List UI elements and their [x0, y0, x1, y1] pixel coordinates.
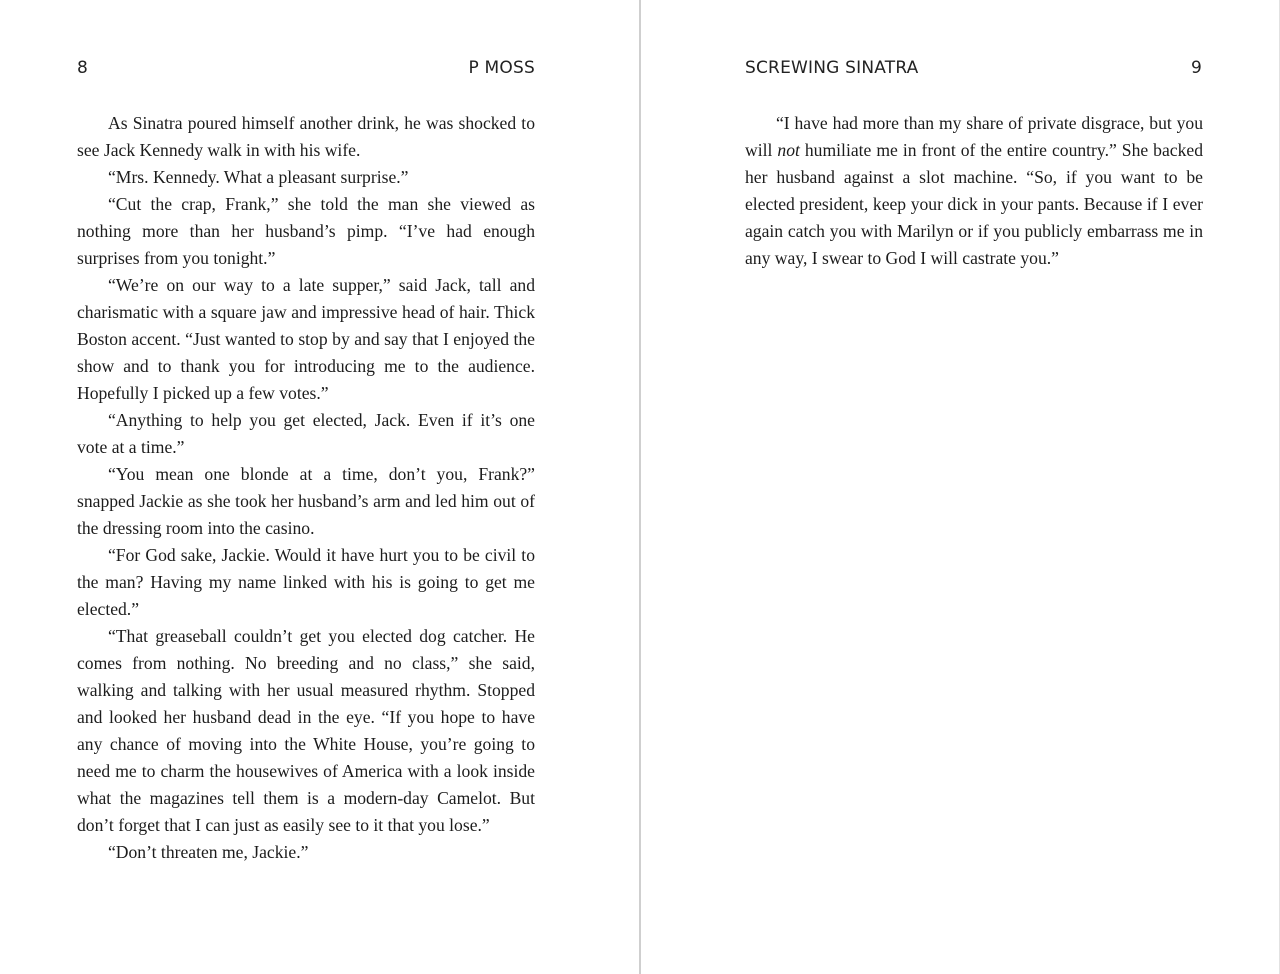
left-page-body — [77, 110, 535, 866]
paragraph-text: humiliate me in front of the entire country.” She backed her husband against a slot machine. “So, if you want to be elected president, keep your dick in your pants. Because if I ever again catch you with Marilyn or if you publicly embarrass me in any way, I swear to God I will castrate you.” — [745, 140, 1203, 268]
page-number-left: 8 — [77, 58, 89, 78]
paragraph: “Cut the crap, Frank,” she told the man she viewed as nothing more than her husband’s pimp. “I’ve had enough surprises from you tonight.” — [77, 194, 535, 268]
paragraph: “Anything to help you get elected, Jack. Even if it’s one vote at a time.” — [77, 410, 535, 457]
paragraph: “Mrs. Kennedy. What a pleasant surprise.” — [108, 167, 409, 187]
running-head-title: SCREWING SINATRA — [745, 58, 919, 78]
running-head-author: P MOSS — [468, 58, 535, 78]
paragraph: “Don’t threaten me, Jackie.” — [108, 842, 309, 862]
paragraph-text: “I have had more than my share of private disgrace, but you will — [745, 113, 1203, 160]
paragraph: “That greaseball couldn’t get you elected dog catcher. He comes from nothing. No breeding and no class,” she said, walking and talking with her usual measured rhythm. Stopped and looked her husband dead in the eye. “If you hope to have any chance of moving into the White House, you’re going to need me to charm the housewives of America with a look inside what the magazines tell them is a modern-day Camelot. But don’t forget that I can just as easily see to it that you lose.” — [77, 626, 535, 835]
paragraph: “For God sake, Jackie. Would it have hurt you to be civil to the man? Having my name linked with his is going to get me elected.” — [77, 545, 535, 619]
paragraph — [745, 110, 1203, 272]
right-page — [641, 0, 1280, 974]
right-page-body — [745, 110, 1203, 272]
paragraph: “We’re on our way to a late supper,” said Jack, tall and charismatic with a square jaw and impressive head of hair. Thick Boston accent. “Just wanted to stop by and say that I enjoyed the show and to thank you for introducing me to the audience. Hopefully I picked up a few votes.” — [77, 275, 535, 403]
emphasis-text: not — [777, 140, 800, 160]
paragraph: “You mean one blonde at a time, don’t you, Frank?” snapped Jackie as she took her husband’s arm and led him out of the dressing room into the casino. — [77, 464, 535, 538]
page-number-right: 9 — [1190, 58, 1202, 78]
paragraph: As Sinatra poured himself another drink, he was shocked to see Jack Kennedy walk in with his wife. — [77, 113, 535, 160]
